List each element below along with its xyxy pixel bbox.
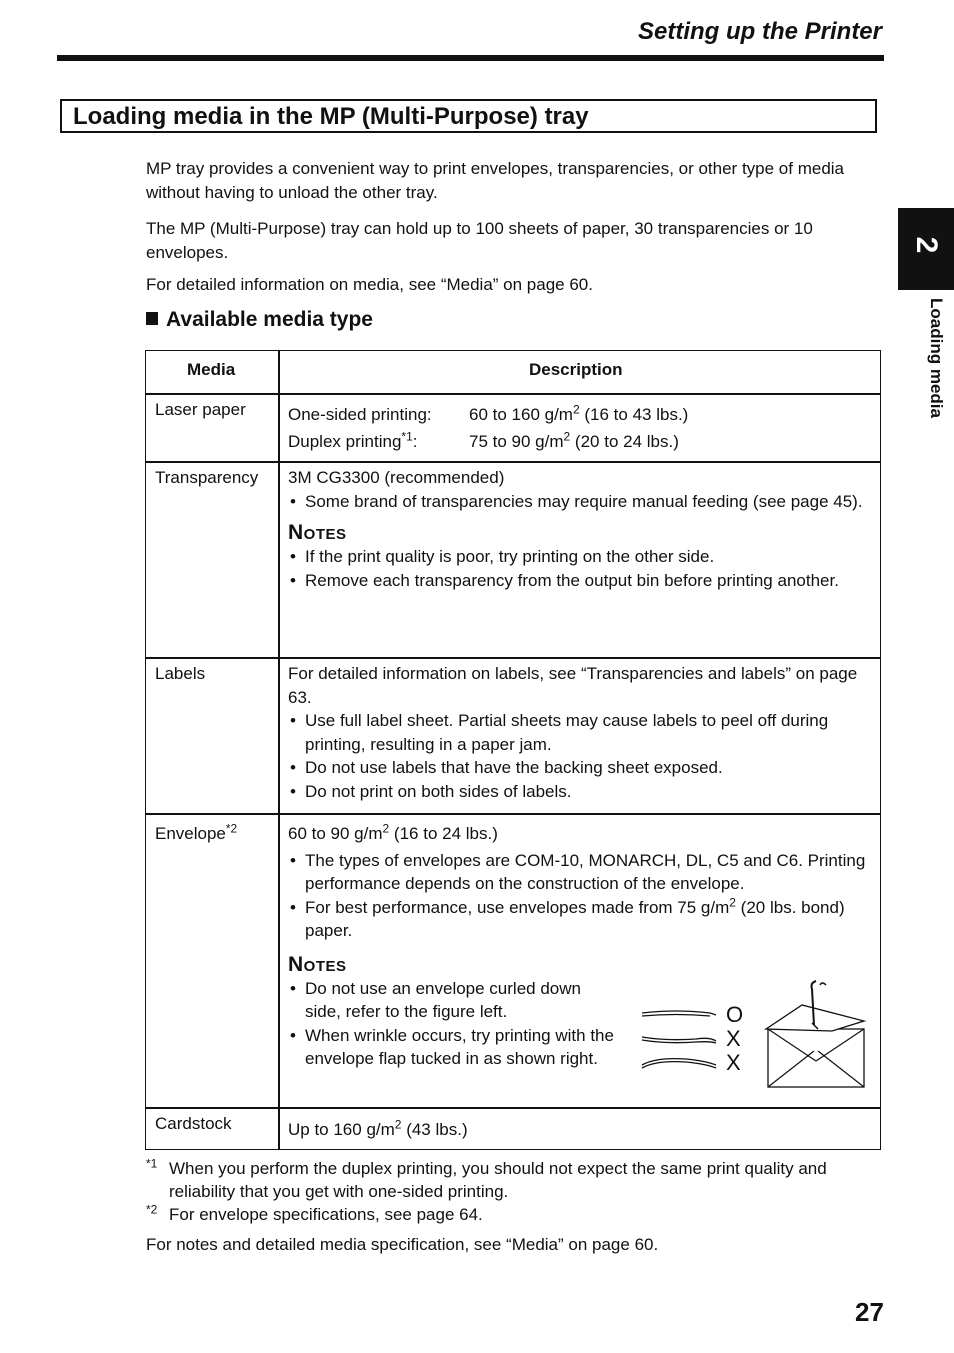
list-item: • Do not use labels that have the backing sheet exposed.	[288, 756, 872, 780]
media-cardstock: Cardstock	[155, 1114, 232, 1133]
labels-bullets	[288, 709, 872, 803]
laser-one-sided-value: 60 to 160 $g/m^2$ (16 to 43 lbs.)	[469, 402, 689, 424]
footnote-2	[146, 1203, 882, 1226]
figure-mark-ok: O	[726, 1002, 744, 1027]
labels-line1: For detailed information on labels, see “Transparencies and labels” on page 63.	[288, 664, 858, 707]
intro-paragraph-1: MP tray provides a convenient way to print envelopes, transparencies, or other type of media without having to unload the other tray.	[146, 159, 845, 202]
transparency-bullets	[288, 490, 872, 514]
section-title-box	[60, 99, 877, 133]
media-laser-paper: Laser paper	[155, 400, 246, 419]
laser-duplex-row	[288, 430, 872, 454]
list-item: • Do not print on both sides of labels.	[288, 780, 872, 804]
column-divider	[278, 351, 280, 1149]
subhead	[146, 308, 373, 332]
footnote-2-mark: *2	[146, 1202, 158, 1217]
laser-one-sided-row	[288, 403, 872, 427]
transparency-line1: 3M CG3300 (recommended)	[288, 468, 505, 487]
list-item: • Do not use an envelope curled down side, refer to the figure left.	[288, 977, 618, 1024]
list-item: • Some brand of transparencies may require manual feeding (see page 45).	[288, 490, 872, 514]
footnote-1-text: When you perform the duplex printing, you should not expect the same print quality and reliability that you get with one-sided printing.	[169, 1159, 827, 1201]
envelope-bullet2-b: (20 lbs. bond) paper.	[305, 897, 845, 940]
cardstock-line1-b: (43 lbs.)	[401, 1120, 468, 1139]
row-divider	[146, 813, 880, 815]
media-envelope: Envelope$^{*2}$	[155, 821, 238, 843]
list-item: • The types of envelopes are COM-10, MONARCH, DL, C5 and C6. Printing performance depends on the construction of the envelope.	[288, 849, 872, 896]
laser-duplex-label-text: Duplex printing	[288, 431, 402, 451]
row-divider	[146, 1107, 880, 1109]
desc-laser-paper	[288, 403, 872, 453]
row-divider	[146, 657, 880, 659]
figure-mark-ng: X	[726, 1026, 741, 1051]
envelope-line1: 60 to 90 $g/m^2$ (16 to 24 lbs.)	[288, 821, 498, 843]
chapter-tab	[898, 208, 954, 290]
desc-cardstock	[288, 1118, 872, 1142]
subhead-text: Available media type	[166, 308, 373, 331]
closing-note: For notes and detailed media specification, see “Media” on page 60.	[146, 1235, 659, 1254]
laser-duplex-label: Duplex printing$^{*1}$:	[288, 428, 418, 451]
intro-paragraph-2: The MP (Multi-Purpose) tray can hold up to 100 sheets of paper, 30 transparencies or 10 envelopes.	[146, 219, 813, 262]
envelope-bullets	[288, 849, 872, 943]
laser-duplex-value-b: (20 to 24 lbs.)	[570, 431, 679, 451]
chapter-number: 2	[910, 236, 943, 254]
envelope-line1-a: 60 to 90 g/m	[288, 824, 383, 843]
column-header-media: Media	[187, 360, 236, 379]
media-transparency: Transparency	[155, 468, 259, 487]
intro-paragraph-3: For detailed information on media, see “Media” on page 60.	[146, 275, 593, 294]
laser-one-sided-value-a: 60 to 160 g/m	[469, 405, 573, 424]
row-divider	[146, 461, 880, 463]
footnote-2-text: For envelope specifications, see page 64.	[169, 1205, 483, 1224]
cardstock-line1: Up to 160 $g/m^2$ (43 lbs.)	[288, 1117, 468, 1139]
transparency-notes	[288, 545, 872, 592]
row-divider	[146, 393, 880, 395]
list-item: • Remove each transparency from the output bin before printing another.	[288, 569, 872, 593]
footnote-1	[146, 1157, 882, 1203]
envelope-figure	[636, 979, 876, 1089]
media-table	[145, 350, 881, 1150]
envelope-curl-diagram	[636, 979, 876, 1089]
desc-transparency	[288, 466, 872, 592]
cardstock-line1-a: Up to 160 g/m	[288, 1120, 395, 1139]
transparency-notes-heading: Notes	[288, 521, 347, 544]
laser-duplex-value: 75 to 90 $g/m^2$ (20 to 24 lbs.)	[469, 428, 679, 451]
envelope-line1-b: (16 to 24 lbs.)	[389, 824, 498, 843]
chapter-label: Loading media	[927, 298, 946, 418]
column-header-description: Description	[529, 360, 623, 379]
list-item: • Use full label sheet. Partial sheets may cause labels to peel off during printing, resulting in a paper jam.	[288, 709, 872, 756]
square-bullet-icon	[146, 312, 158, 325]
footnote-1-mark: *1	[146, 1156, 158, 1171]
desc-labels	[288, 662, 872, 803]
media-envelope-text: Envelope	[155, 824, 226, 843]
page-number: 27	[855, 1297, 884, 1327]
running-header: Setting up the Printer	[637, 18, 882, 45]
section-title: Loading media in the MP (Multi-Purpose) tray	[73, 103, 589, 130]
list-item: • If the print quality is poor, try printing on the other side.	[288, 545, 872, 569]
list-item: • When wrinkle occurs, try printing with the envelope flap tucked in as shown right.	[288, 1024, 618, 1071]
envelope-bullet2-a: For best performance, use envelopes made from 75 g/m	[305, 897, 730, 917]
laser-duplex-value-a: 75 to 90 g/m	[469, 431, 564, 451]
media-labels: Labels	[155, 664, 206, 683]
header-rule	[57, 55, 884, 61]
laser-one-sided-value-b: (16 to 43 lbs.)	[579, 405, 689, 424]
list-item: • For best performance, use envelopes made from 75 $g/m^2$ (20 lbs. bond) paper.	[288, 896, 872, 943]
laser-one-sided-label: One-sided printing:	[288, 405, 432, 424]
envelope-notes	[288, 977, 618, 1071]
figure-mark-ng: X	[726, 1050, 741, 1075]
envelope-notes-heading: Notes	[288, 952, 347, 976]
